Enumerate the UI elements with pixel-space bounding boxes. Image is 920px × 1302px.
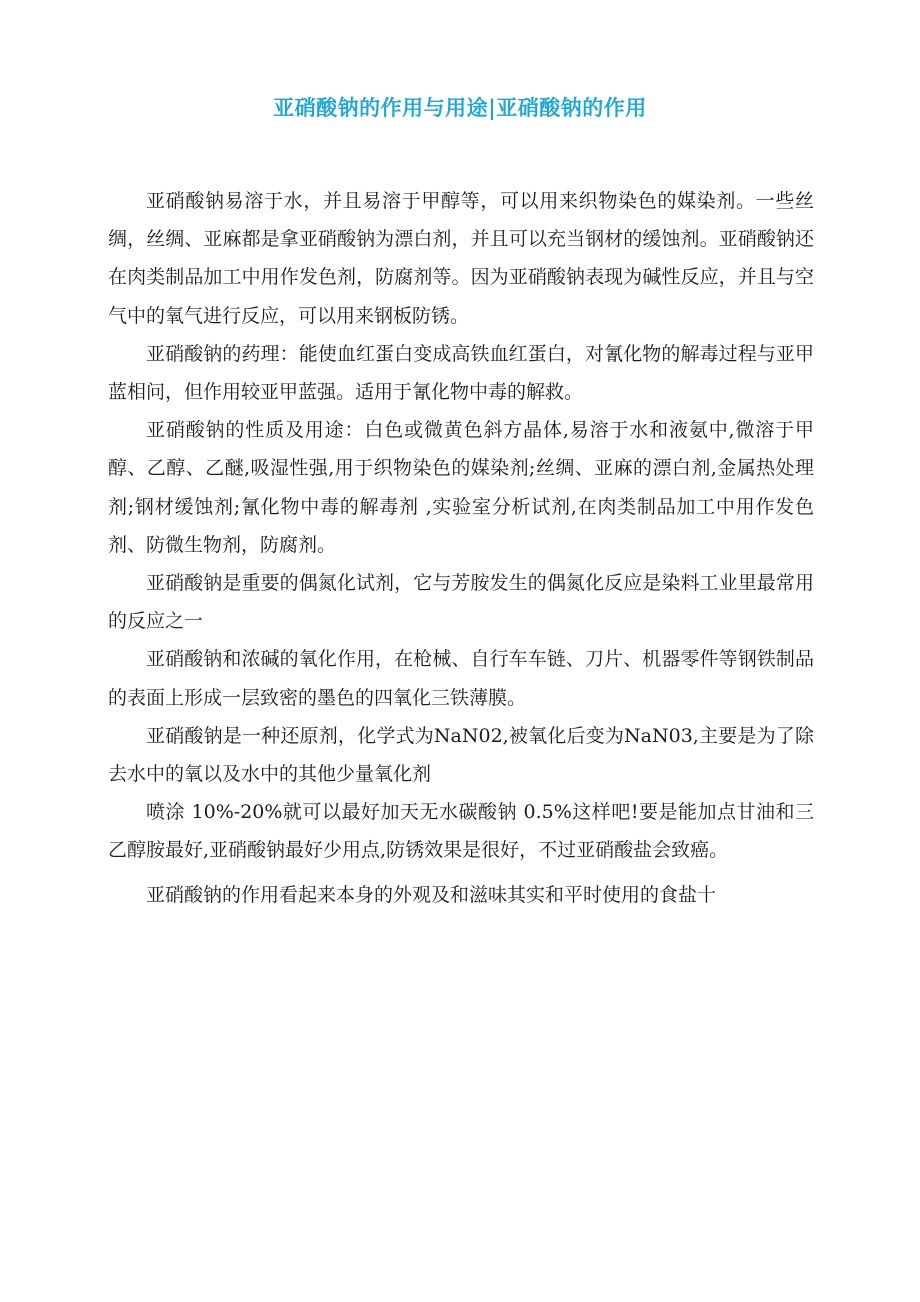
document-title: 亚硝酸钠的作用与用途|亚硝酸钠的作用: [273, 95, 647, 120]
paragraph-1: 亚硝酸钠易溶于水，并且易溶于甲醇等，可以用来织物染色的媒染剂。一些丝绸，丝绸、亚麻都是拿亚硝酸钠为漂白剂，并且可以充当钢材的缓蚀剂。亚硝酸钠还在肉类制品加工中用作发色剂，防腐剂等。因为亚硝酸钠表现为碱性反应，并且与空气中的氧气进行反应，可以用来钢板防锈。: [108, 190, 814, 327]
paragraph-2: 亚硝酸钠的药理：能使血红蛋白变成高铁血红蛋白，对氰化物的解毒过程与亚甲蓝相问，但作用较亚甲蓝强。适用于氰化物中毒的解救。: [108, 342, 814, 404]
paragraph-5: 亚硝酸钠和浓碱的氧化作用，在枪械、自行车车链、刀片、机器零件等钢铁制品的表面上形成一层致密的墨色的四氧化三铁薄膜。: [108, 648, 814, 709]
paragraph-7: 喷涂 10%-20%就可以最好加天无水碳酸钠 0.5%这样吧!要是能加点甘油和三乙醇胺最好,亚硝酸钠最好少用点,防锈效果是很好，不过亚硝酸盐会致癌。: [108, 801, 814, 862]
document-body: [108, 182, 814, 914]
paragraph-6: 亚硝酸钠是一种还原剂，化学式为NaN02,被氧化后变为NaN03,主要是为了除去水中的氧以及水中的其他少量氧化剂: [108, 724, 814, 786]
paragraph-8: 亚硝酸钠的作用看起来本身的外观及和滋味其实和平时使用的食盐十: [146, 883, 717, 906]
paragraph-3: 亚硝酸钠的性质及用途：白色或微黄色斜方晶体,易溶于水和液氨中,微溶于甲醇、乙醇、乙醚,吸湿性强,用于织物染色的媒染剂;丝绸、亚麻的漂白剂,金属热处理剂;钢材缓蚀剂;氰化物中毒的解毒剂 ,实验室分析试剂,在肉类制品加工中用作发色剂、防微生物剂，防腐剂。: [108, 419, 814, 556]
paragraph-4: 亚硝酸钠是重要的偶氮化试剂，它与芳胺发生的偶氮化反应是染料工业里最常用的反应之一: [108, 572, 814, 633]
